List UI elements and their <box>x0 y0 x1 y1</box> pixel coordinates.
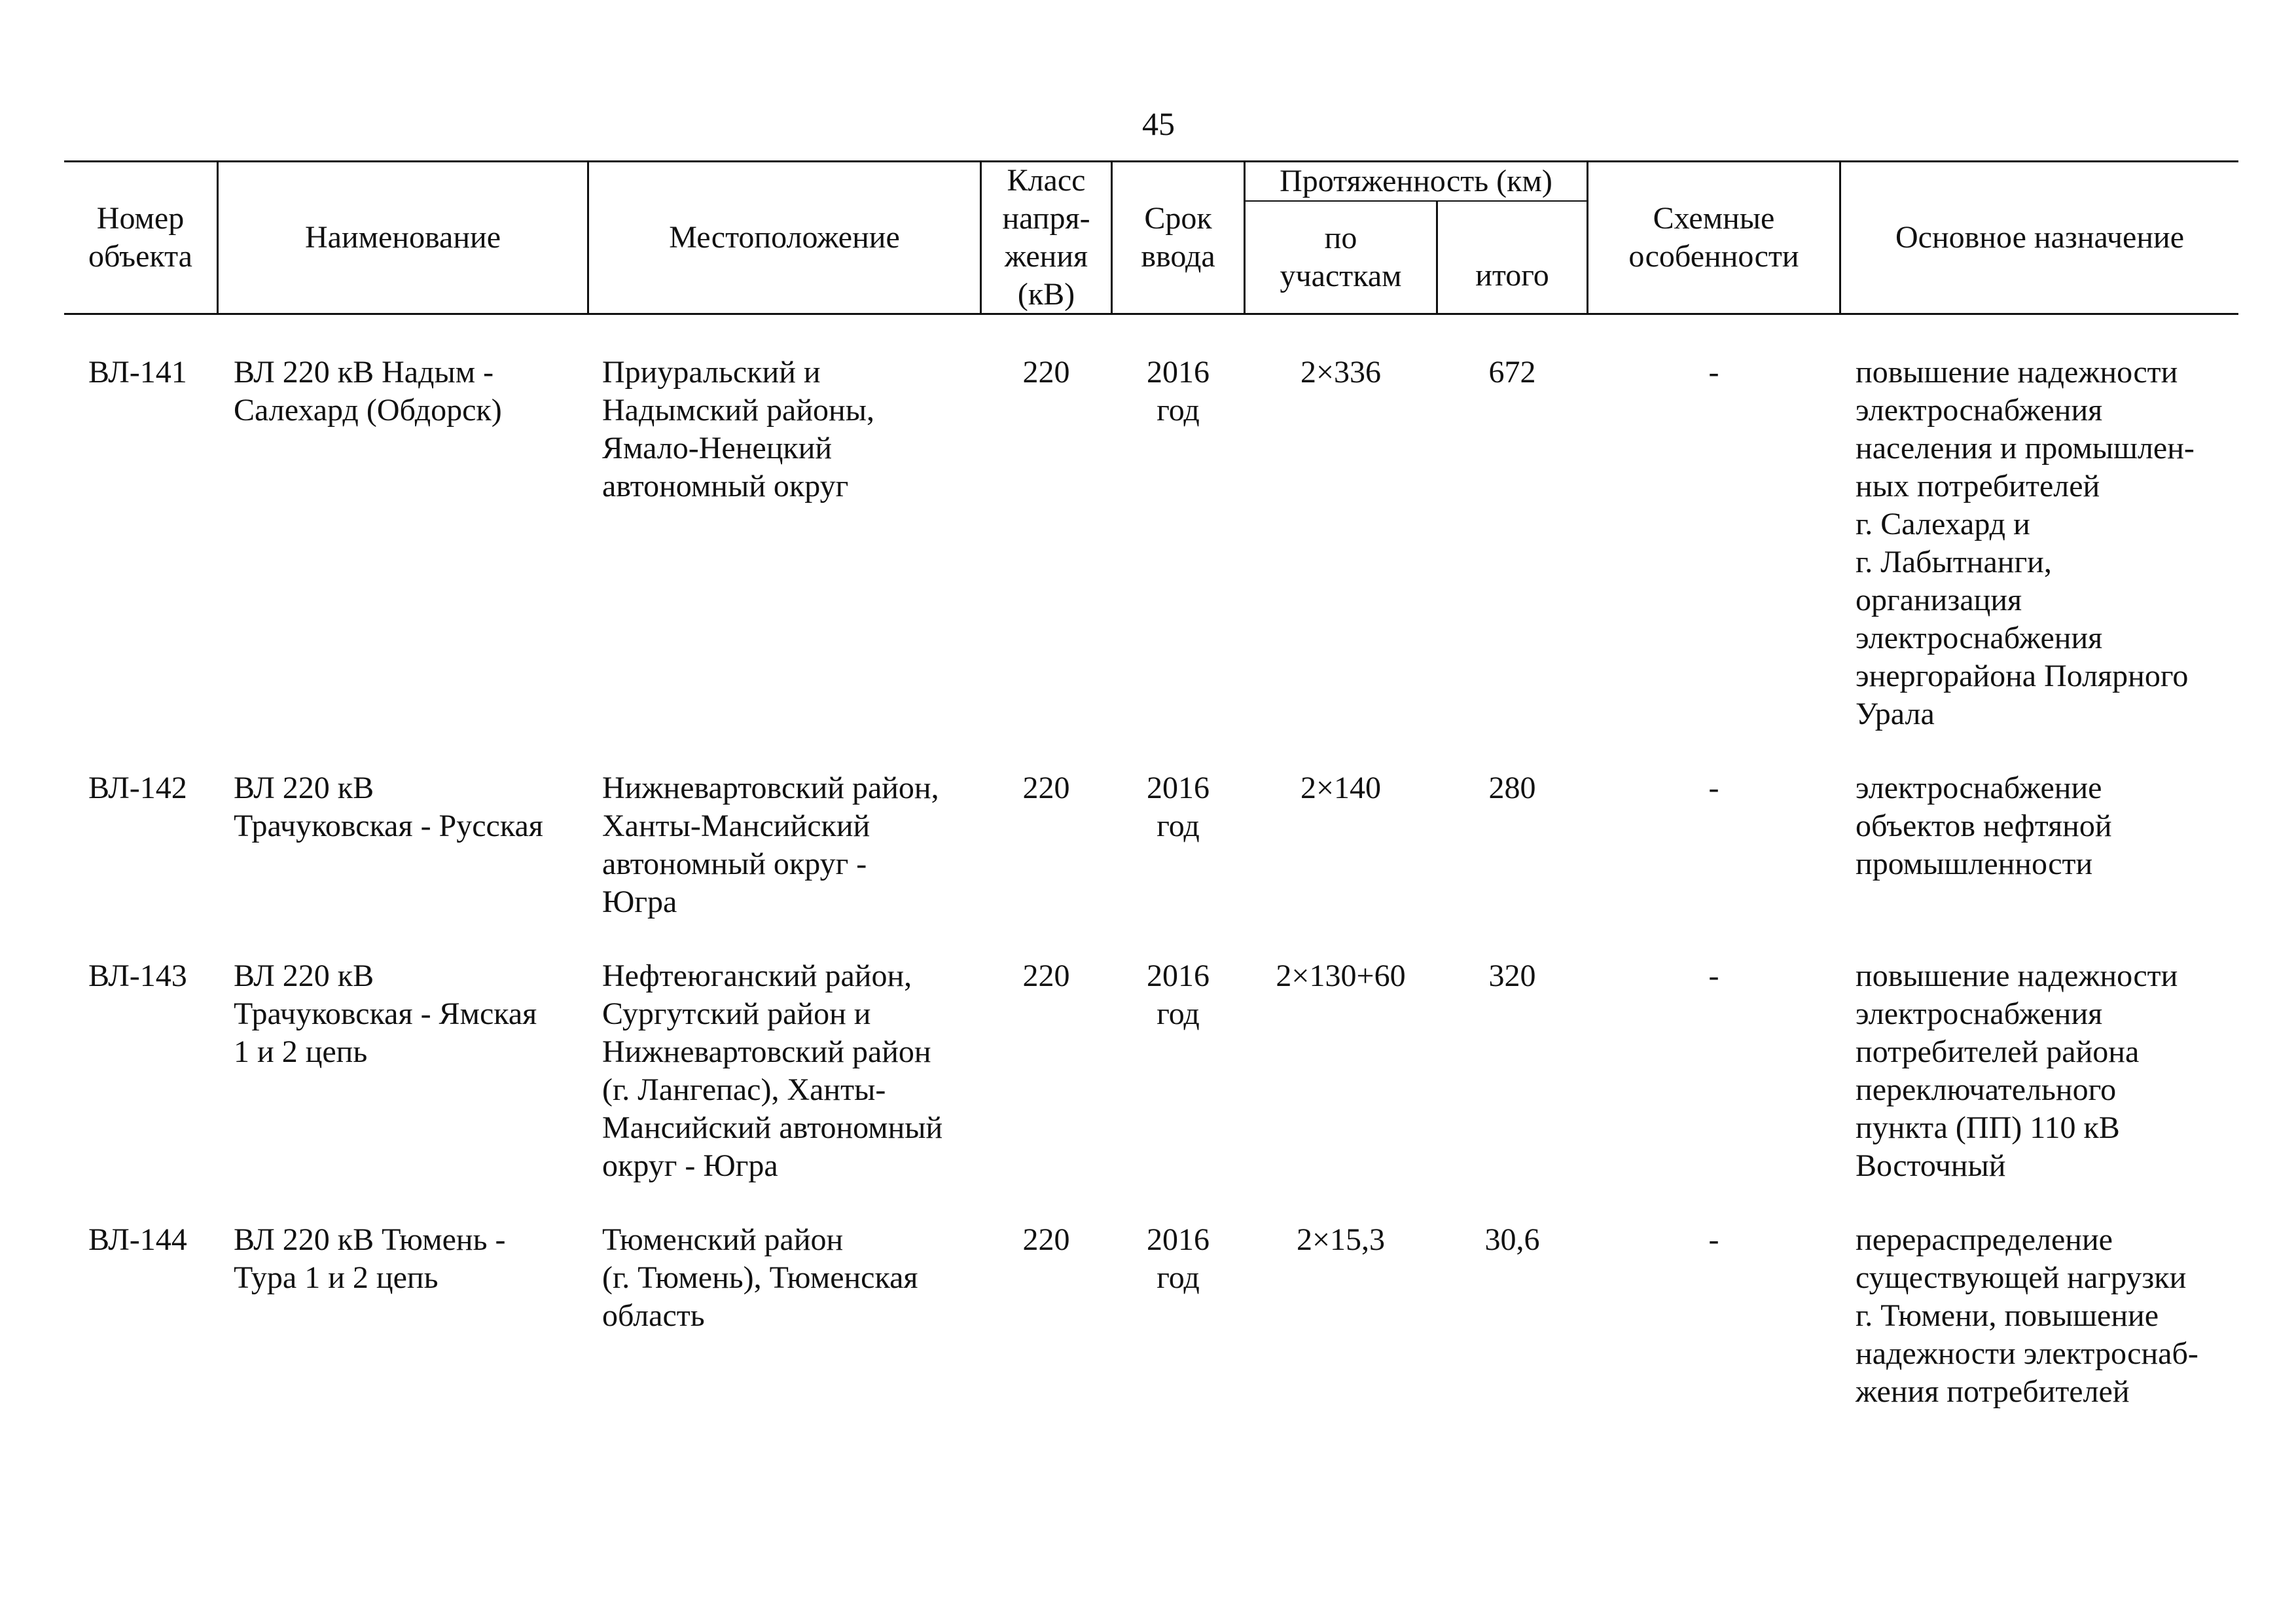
row-location: Нефтеюганский район, Сургутский район и Нижневартовский район (г. Лангепас), Ханты- Мансийский автономный округ - Югра <box>602 958 943 1183</box>
row-sections: 2×140 <box>1300 771 1382 805</box>
row-commissioning: 2016 год <box>1147 771 1210 843</box>
row-object-id: ВЛ-142 <box>88 771 187 805</box>
row-name: ВЛ 220 кВ Трачуковская - Ямская 1 и 2 цепь <box>234 958 537 1069</box>
row-commissioning: 2016 год <box>1147 1222 1210 1295</box>
row-voltage: 220 <box>1022 771 1070 805</box>
header-length: Протяженность (км) <box>1280 164 1552 198</box>
row-total: 30,6 <box>1484 1222 1540 1257</box>
row-total: 672 <box>1488 355 1536 390</box>
header-main-purpose: Основное назначение <box>1895 220 2185 255</box>
row-object-id: ВЛ-141 <box>88 355 187 390</box>
row-location: Нижневартовский район, Ханты-Мансийский автономный округ - Югра <box>602 771 939 919</box>
row-object-id: ВЛ-143 <box>88 958 187 993</box>
row-sections: 2×130+60 <box>1276 958 1406 993</box>
row-total: 280 <box>1488 771 1536 805</box>
row-commissioning: 2016 год <box>1147 355 1210 428</box>
header-scheme-features: Схемные особенности <box>1628 201 1799 274</box>
row-name: ВЛ 220 кВ Надым - Салехард (Обдорск) <box>234 355 502 428</box>
page-number: 45 <box>1142 105 1175 142</box>
row-purpose: повышение надежности электроснабжения населения и промышлен- ных потребителей г. Салехард и г. Лабытнанги, организация электроснабжения энергорайона Полярного Урала <box>1856 355 2195 731</box>
header-location: Местоположение <box>669 220 900 255</box>
row-purpose: повышение надежности электроснабжения потребителей района переключательного пункта (ПП) 110 кВ Восточный <box>1856 958 2178 1183</box>
row-features: - <box>1708 355 1719 390</box>
header-object-number: Номер объекта <box>88 201 192 274</box>
header-name: Наименование <box>304 220 501 255</box>
row-commissioning: 2016 год <box>1147 958 1210 1031</box>
header-commissioning: Срок ввода <box>1141 201 1215 274</box>
header-bottom-rule <box>64 313 2238 315</box>
row-sections: 2×336 <box>1300 355 1382 390</box>
row-name: ВЛ 220 кВ Трачуковская - Русская <box>234 771 543 843</box>
row-object-id: ВЛ-144 <box>88 1222 187 1257</box>
row-features: - <box>1708 958 1719 993</box>
row-name: ВЛ 220 кВ Тюмень - Тура 1 и 2 цепь <box>234 1222 506 1295</box>
row-voltage: 220 <box>1022 1222 1070 1257</box>
header-total: итого <box>1475 258 1549 293</box>
row-location: Тюменский район (г. Тюмень), Тюменская область <box>602 1222 918 1333</box>
header-voltage-class: Класс напря- жения (кВ) <box>1002 163 1090 312</box>
row-purpose: электроснабжение объектов нефтяной промышленности <box>1856 771 2112 881</box>
row-features: - <box>1708 1222 1719 1257</box>
header-by-sections: по участкам <box>1280 221 1402 293</box>
row-voltage: 220 <box>1022 355 1070 390</box>
row-features: - <box>1708 771 1719 805</box>
row-voltage: 220 <box>1022 958 1070 993</box>
row-total: 320 <box>1488 958 1536 993</box>
row-sections: 2×15,3 <box>1296 1222 1386 1257</box>
row-purpose: перераспределение существующей нагрузки г. Тюмени, повышение надежности электроснаб- жения потребителей <box>1856 1222 2198 1409</box>
row-location: Приуральский и Надымский районы, Ямало-Ненецкий автономный округ <box>602 355 874 503</box>
